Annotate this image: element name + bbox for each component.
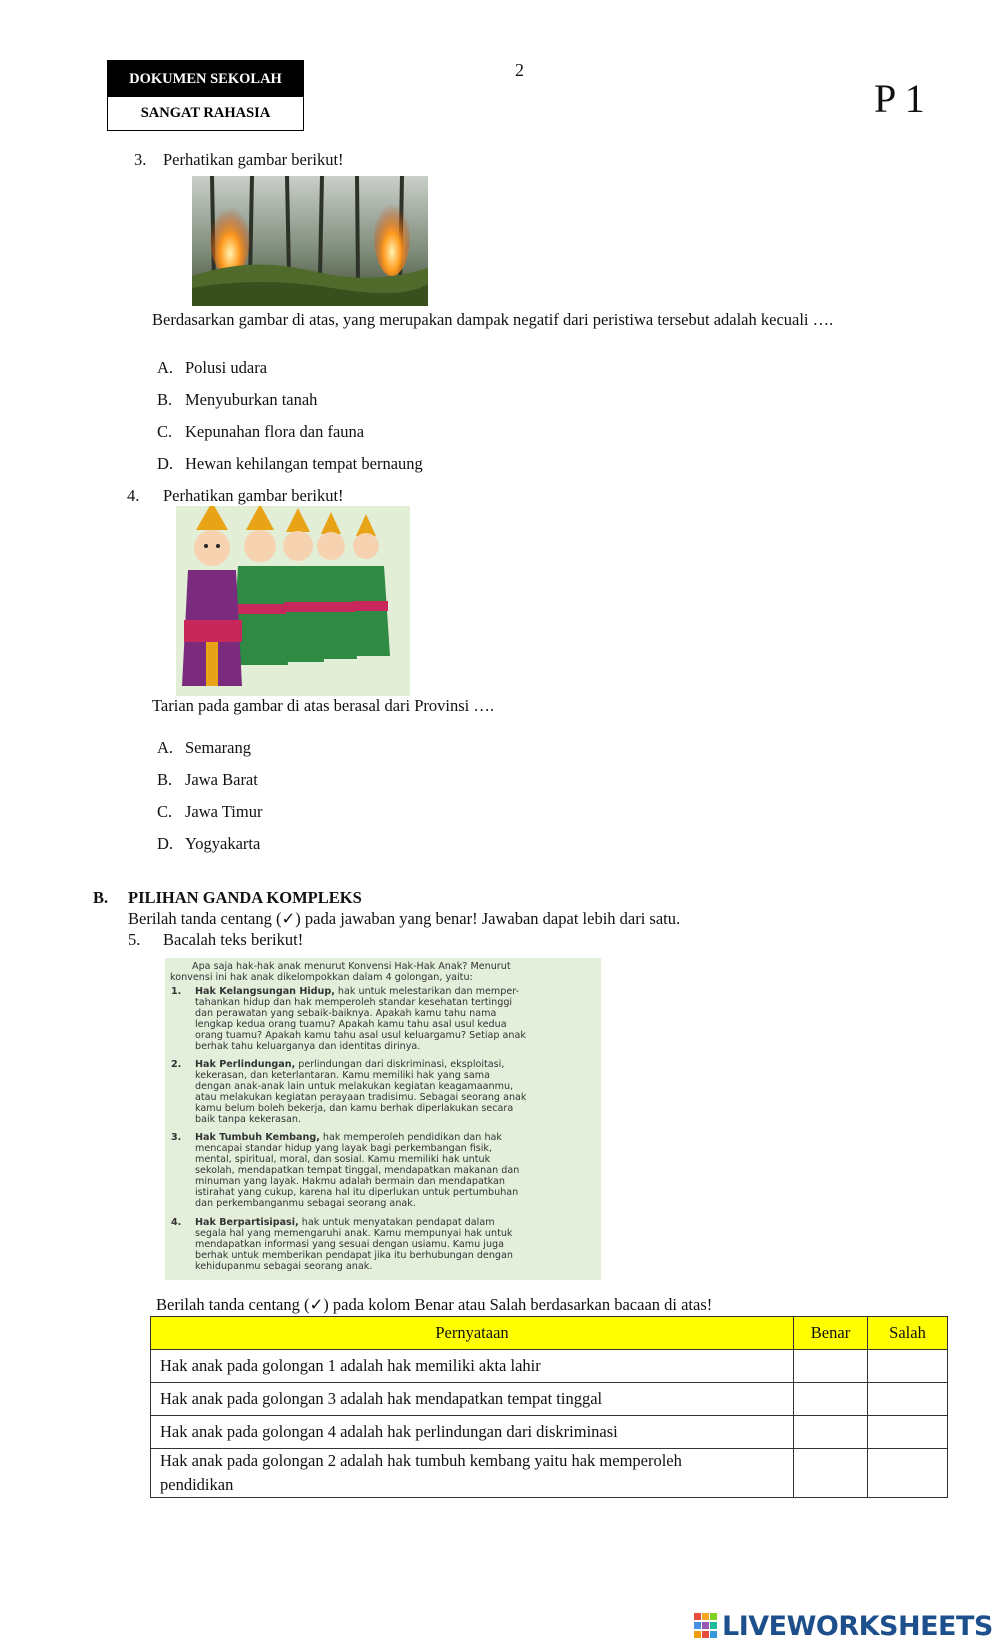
page-number: 2 [515,60,524,80]
reading-intro-1: Apa saja hak-hak anak menurut Konvensi Hak-Hak Anak? Menurut [192,961,511,972]
q4-option-d-letter: D. [157,834,174,853]
reading-line: tahankan hidup dan hak memperoleh standar kesehatan tertinggi [195,997,513,1008]
q3-option-c-letter: C. [157,422,173,441]
reading-item-3-first: Hak Tumbuh Kembang, hak memperoleh pendidikan dan hak [195,1132,502,1143]
secret-label: SANGAT RAHASIA [140,105,271,121]
q3-option-a-letter: A. [157,358,174,377]
reading-line: minuman yang layak. Hakmu adalah bermain dan mendapatkan [195,1176,505,1187]
q4-option-a-letter: A. [157,738,174,757]
true-false-table [150,1316,948,1498]
table-row [151,1350,948,1383]
q4-option-a-text: Semarang [185,738,251,757]
q4-option-c-text: Jawa Timur [185,802,263,821]
reading-line: atau melakukan kegiatan perayaan tradisimu. Sebagai seorang anak [195,1092,527,1103]
q4-question: Tarian pada gambar di atas berasal dari Provinsi …. [152,696,495,715]
traditional-dance-image [176,506,410,696]
benar-checkbox-cell[interactable] [794,1449,868,1498]
q3-option-d-text: Hewan kehilangan tempat bernaung [185,454,423,473]
table-row [151,1449,948,1498]
reading-line: segala hal yang memengaruhi anak. Kamu mempunyai hak untuk [195,1228,513,1239]
reading-line: mencapai standar hidup yang layak bagi perkembangan fisik, [195,1143,493,1154]
salah-checkbox-cell[interactable] [868,1416,948,1449]
q4-option-c-letter: C. [157,802,173,821]
reading-item-1-num: 1. [171,986,182,997]
q4-option-b-letter: B. [157,770,173,789]
reading-line: sekolah, mendapatkan tempat tinggal, mendapatkan makanan dan [195,1165,520,1176]
statement-cell: Hak anak pada golongan 2 adalah hak tumbuh kembang yaitu hak memperoleh pendidikan [151,1449,794,1498]
reading-item-2-num: 2. [171,1059,182,1070]
salah-checkbox-cell[interactable] [868,1383,948,1416]
reading-item-4-first: Hak Berpartisipasi, hak untuk menyatakan pendapat dalam [195,1217,495,1228]
reading-line: kamu belum boleh bekerja, dan kamu berhak diperlakukan secara [195,1103,514,1114]
salah-checkbox-cell[interactable] [868,1449,948,1498]
q4-option-d-text: Yogyakarta [185,834,261,853]
reading-item-1-first: Hak Kelangsungan Hidup, hak untuk melestarikan dan memper- [195,986,520,997]
q4-prompt: Perhatikan gambar berikut! [163,486,344,505]
reading-line: mental, spiritual, moral, dan sosial. Kamu memiliki hak untuk [195,1154,491,1165]
reading-line: dan perkembanganmu sebagai seorang anak. [195,1198,416,1209]
reading-line: baik tanpa kekerasan. [195,1114,302,1125]
header-salah: Salah [868,1317,948,1350]
reading-line: orang tuamu? Apakah kamu tahu asal usul keluargamu? Setiap anak [195,1030,526,1041]
statement-cell: Hak anak pada golongan 4 adalah hak perlindungan dari diskriminasi [151,1416,794,1449]
table-row [151,1416,948,1449]
reading-line: dengan anak-anak lain untuk melakukan kegiatan keagamaanmu, [195,1081,514,1092]
reading-line: berhak tahu keluarganya dan identitas dirinya. [195,1041,421,1052]
reading-line: berhak untuk memberikan pendapat jika itu berhubungan dengan [195,1250,513,1261]
liveworksheets-icon [694,1613,718,1639]
q3-option-a-text: Polusi udara [185,358,268,377]
header-benar: Benar [794,1317,868,1350]
document-label-box [107,60,304,131]
header-statement: Pernyataan [151,1317,794,1350]
q3-option-b-letter: B. [157,390,173,409]
reading-line: dan perawatan yang sebaik-baiknya. Apakah kamu tahu nama [195,1008,497,1019]
q3-question: Berdasarkan gambar di atas, yang merupakan dampak negatif dari peristiwa tersebut adalah kecuali …. [152,310,834,329]
table-header-row [151,1317,948,1350]
reading-item-3-num: 3. [171,1132,182,1143]
benar-checkbox-cell[interactable] [794,1383,868,1416]
reading-line: kehidupanmu sebagai seorang anak. [195,1261,373,1272]
reading-text-image [165,958,601,1280]
reading-line: lengkap kedua orang tuamu? Apakah kamu tahu asal usul kedua [195,1019,507,1030]
benar-checkbox-cell[interactable] [794,1416,868,1449]
table-instruction: Berilah tanda centang (✓) pada kolom Benar atau Salah berdasarkan bacaan di atas! [156,1295,713,1314]
salah-checkbox-cell[interactable] [868,1350,948,1383]
benar-checkbox-cell[interactable] [794,1350,868,1383]
q3-number: 3. [134,150,147,169]
table-row [151,1383,948,1416]
q5-prompt: Bacalah teks berikut! [163,930,304,949]
q3-option-c-text: Kepunahan flora dan fauna [185,422,365,441]
paket-label: P 1 [874,76,925,121]
reading-line: istirahat yang cukup, karena hal itu diperlukan untuk pertumbuhan [195,1187,519,1198]
q4-option-b-text: Jawa Barat [185,770,258,789]
section-b-instruction: Berilah tanda centang (✓) pada jawaban yang benar! Jawaban dapat lebih dari satu. [128,909,681,928]
forest-fire-image [192,176,428,306]
reading-line: mendapatkan informasi yang sesuai dengan usiamu. Kamu juga [195,1239,504,1250]
section-b-title: PILIHAN GANDA KOMPLEKS [128,888,362,907]
logo-text: LIVEWORKSHEETS [722,1610,993,1642]
section-b-letter: B. [93,888,109,907]
reading-item-2-first: Hak Perlindungan, perlindungan dari diskriminasi, eksploitasi, [195,1059,505,1070]
reading-line: kekerasan, dan keterlantaran. Kamu memiliki hak yang sama [195,1070,490,1081]
document-label: DOKUMEN SEKOLAH [108,61,303,97]
q4-number: 4. [127,486,140,505]
statement-cell: Hak anak pada golongan 1 adalah hak memiliki akta lahir [151,1350,794,1383]
liveworksheets-logo [694,1611,993,1641]
reading-item-4-num: 4. [171,1217,182,1228]
reading-intro-2: konvensi ini hak anak dikelompokkan dalam 4 golongan, yaitu: [170,972,473,983]
statement-cell: Hak anak pada golongan 3 adalah hak mendapatkan tempat tinggal [151,1383,794,1416]
q5-number: 5. [128,930,141,949]
q3-prompt: Perhatikan gambar berikut! [163,150,344,169]
q3-option-b-text: Menyuburkan tanah [185,390,318,409]
q3-option-d-letter: D. [157,454,174,473]
